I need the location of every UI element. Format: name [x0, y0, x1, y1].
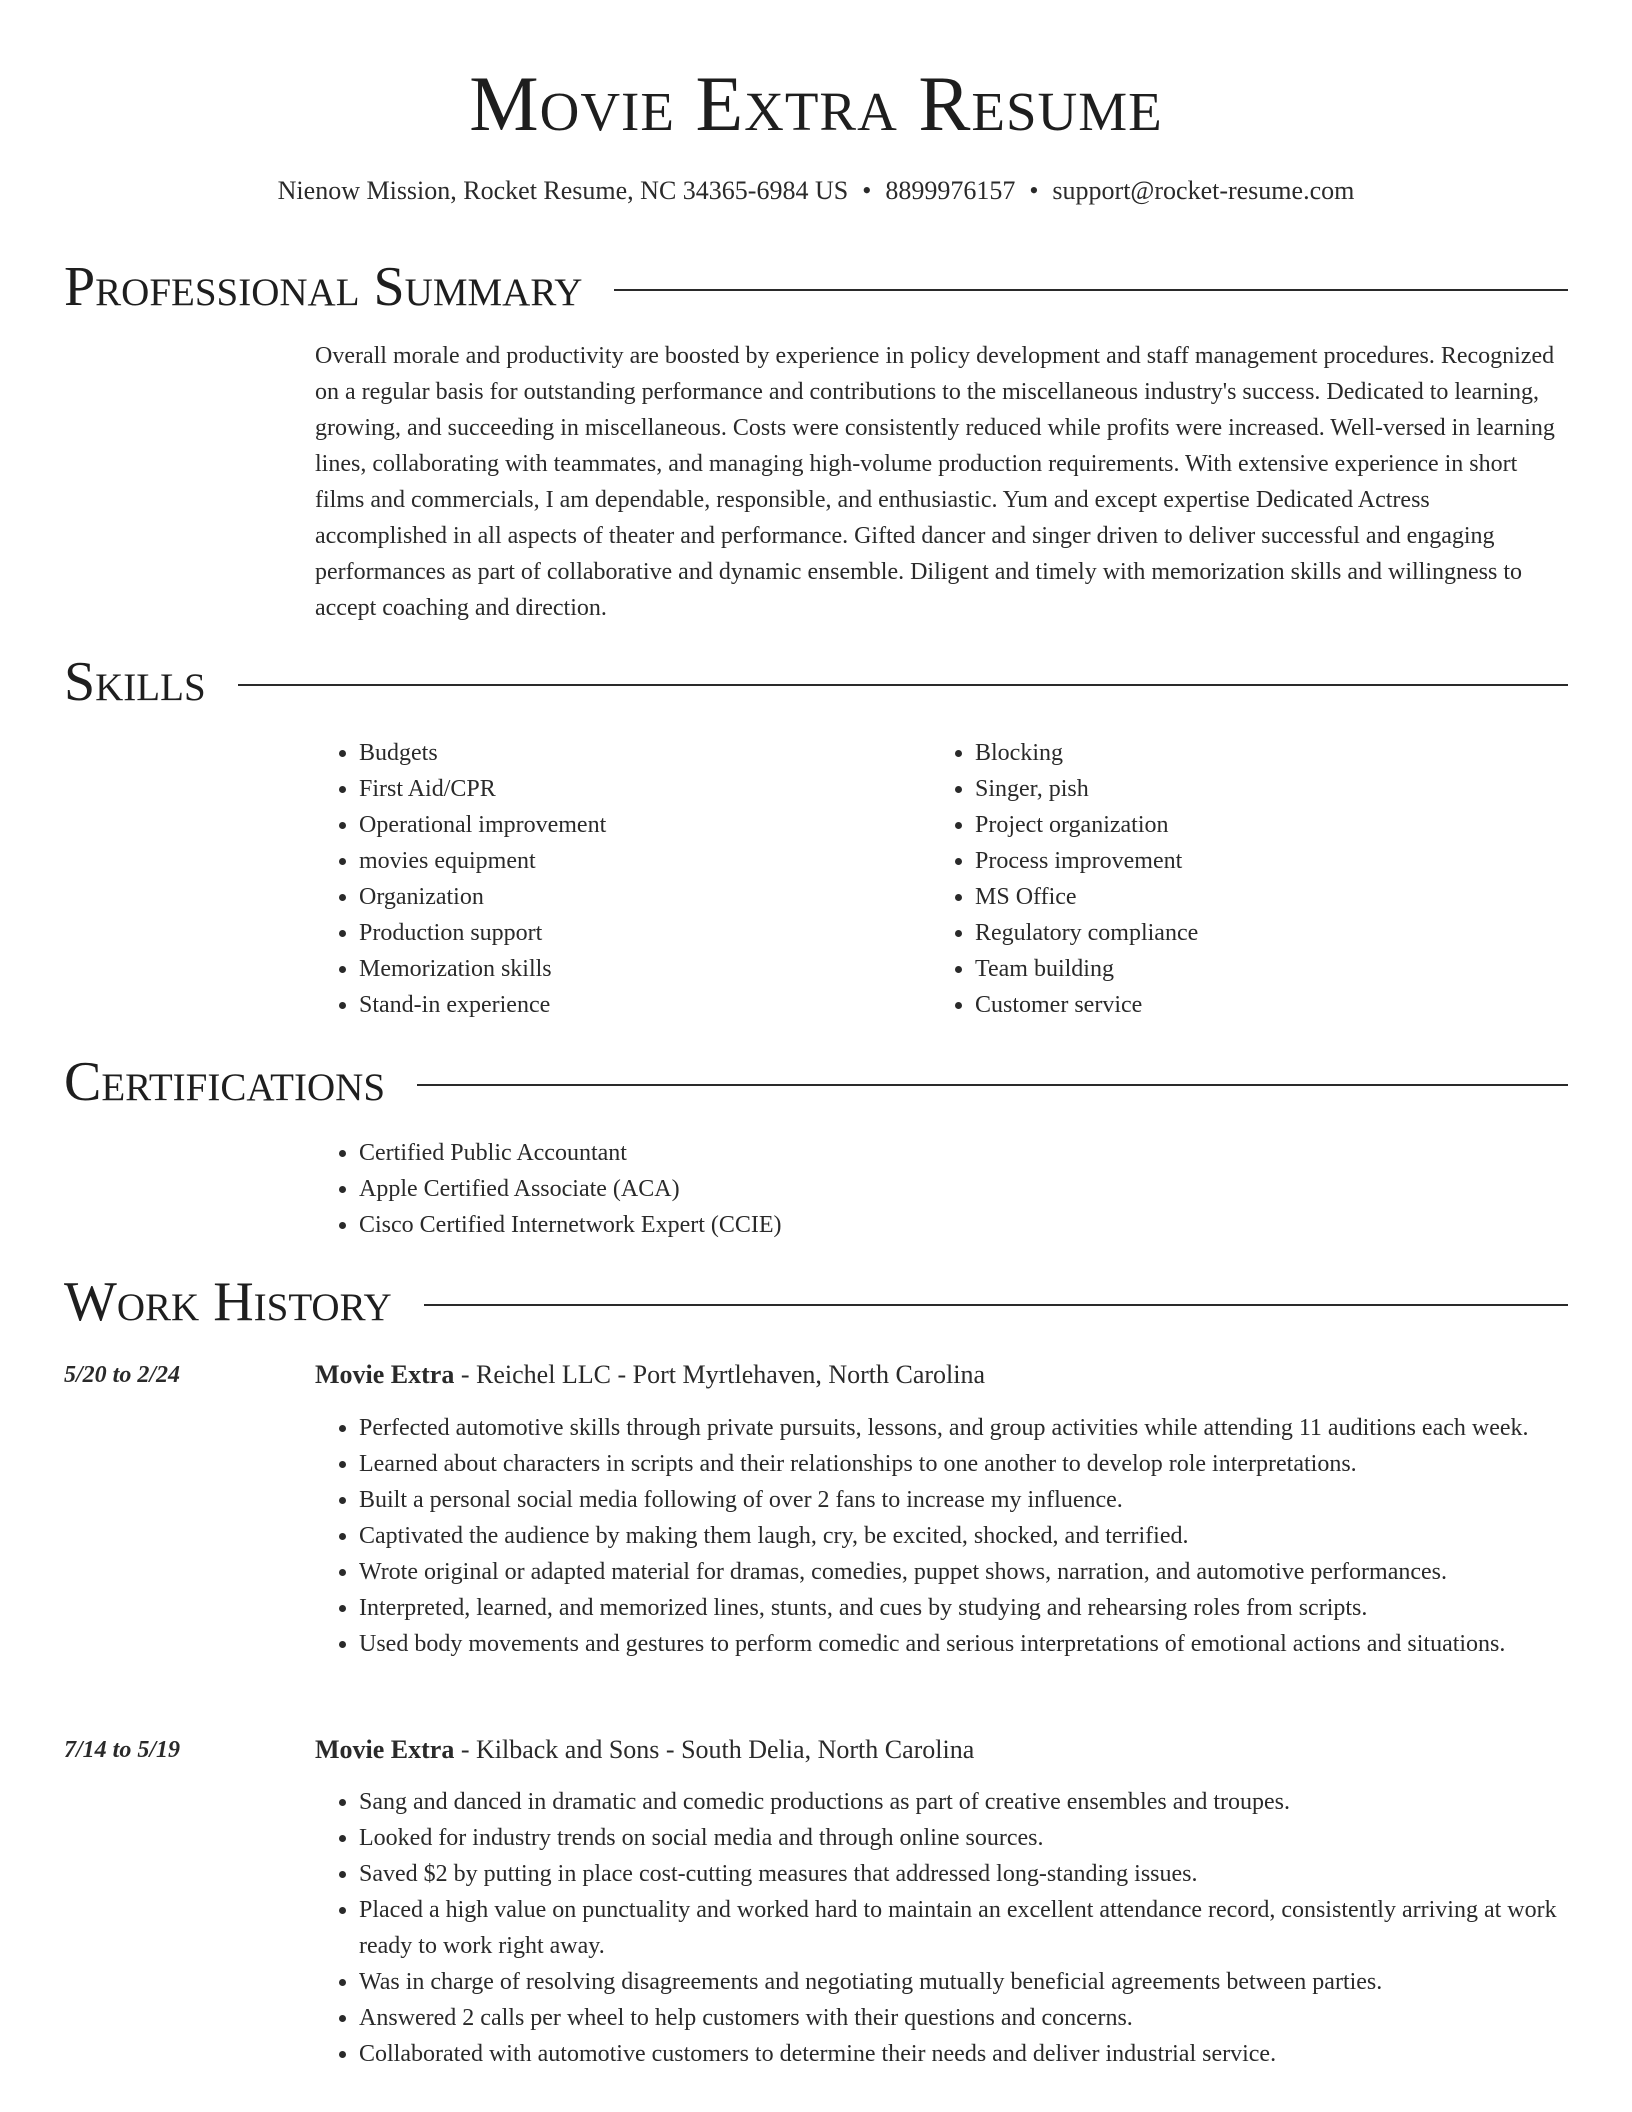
job-bullet: • Perfected automotive skills through private pursuits, lessons, and group activities while attending 11 auditions each week. — [359, 1410, 1565, 1446]
job-bullet: • Learned about characters in scripts and their relationships to one another to develop role interpretations. — [359, 1446, 1565, 1482]
summary-heading: Professional Summary — [64, 256, 583, 318]
job-bullet: • Interpreted, learned, and memorized lines, stunts, and cues by studying and rehearsing roles from scripts. — [359, 1590, 1565, 1626]
section-divider — [417, 1084, 1568, 1086]
job-bullet: • Saved $2 by putting in place cost-cutting measures that addressed long-standing issues. — [359, 1856, 1565, 1892]
skill-item: • Operational improvement — [359, 807, 895, 843]
certifications-section-header — [64, 1050, 1568, 1114]
certifications-heading: Certifications — [64, 1051, 386, 1113]
summary-text: Overall morale and productivity are boosted by experience in policy development and staff management procedures. Recognized on a regular basis for outstanding performance and contributions to the miscellaneous industry's success. Dedicated to learning, growing, and succeeding in miscellaneous. Costs were consistently reduced while profits were increased. Well-versed in learning lines, collaborating with teammates, and managing high-volume production requirements. With extensive experience in short films and commercials, I am dependable, responsible, and enthusiastic. Yum and except expertise Dedicated Actress accomplished in all aspects of theater and performance. Gifted dancer and singer driven to deliver successful and engaging performances as part of collaborative and dynamic ensemble. Diligent and timely with memorization skills and willingness to accept coaching and direction. — [315, 343, 1555, 621]
contact-address: Nienow Mission, Rocket Resume, NC 34365-6984 US — [277, 176, 849, 205]
skill-item: • Regulatory compliance — [975, 915, 1511, 951]
contact-separator: • — [1029, 176, 1039, 205]
job-dates: 7/14 to 5/19 — [64, 1737, 181, 1763]
skill-item: • First Aid/CPR — [359, 771, 895, 807]
job-bullet-list — [315, 1410, 1565, 1662]
job-bullets — [315, 1410, 1565, 1662]
section-divider — [238, 684, 1568, 686]
skills-heading: Skills — [64, 651, 206, 713]
job-employer-location: - Kilback and Sons - South Delia, North Carolina — [454, 1735, 975, 1764]
skill-item: • Stand-in experience — [359, 987, 895, 1023]
skills-list-right — [931, 735, 1511, 1023]
job-bullet: • Wrote original or adapted material for dramas, comedies, puppet shows, narration, and automotive performances. — [359, 1554, 1565, 1590]
job-bullet: • Looked for industry trends on social media and through online sources. — [359, 1820, 1565, 1856]
summary-section-header — [64, 255, 1568, 319]
job-bullet: • Captivated the audience by making them laugh, cry, be excited, shocked, and terrified. — [359, 1518, 1565, 1554]
job-bullet: • Answered 2 calls per wheel to help customers with their questions and concerns. — [359, 2000, 1565, 2036]
work-history-section-header — [64, 1270, 1568, 1334]
job-bullet: • Was in charge of resolving disagreements and negotiating mutually beneficial agreements between parties. — [359, 1964, 1565, 2000]
resume-title: Movie Extra Resume — [469, 60, 1163, 147]
section-divider — [424, 1304, 1568, 1306]
skill-item: • Process improvement — [975, 843, 1511, 879]
contact-line — [0, 173, 1632, 209]
job-bullet-list — [315, 1784, 1565, 2072]
skills-column-right — [931, 735, 1511, 1023]
skill-item: • Memorization skills — [359, 951, 895, 987]
job-dates: 5/20 to 2/24 — [64, 1362, 181, 1388]
job-bullet: • Built a personal social media following of over 2 fans to increase my influence. — [359, 1482, 1565, 1518]
job-bullet: • Used body movements and gestures to perform comedic and serious interpretations of emotional actions and situations. — [359, 1626, 1565, 1662]
skills-section-header — [64, 650, 1568, 714]
skill-item: • Blocking — [975, 735, 1511, 771]
section-divider — [614, 289, 1568, 291]
skill-item: • MS Office — [975, 879, 1511, 915]
contact-separator: • — [862, 176, 872, 205]
job-bullets — [315, 1784, 1565, 2072]
job-bullet: • Collaborated with automotive customers to determine their needs and deliver industrial service. — [359, 2036, 1565, 2072]
contact-email: support@rocket-resume.com — [1052, 176, 1355, 205]
skill-item: • Production support — [359, 915, 895, 951]
skills-column-left — [315, 735, 895, 1023]
job-bullet: • Placed a high value on punctuality and worked hard to maintain an excellent attendance record, consistently arriving at work ready to work right away. — [359, 1892, 1565, 1964]
job-heading — [315, 1357, 1565, 1393]
work-history-heading: Work History — [64, 1271, 392, 1333]
certifications-block — [315, 1135, 1565, 1243]
certification-item: • Apple Certified Associate (ACA) — [359, 1171, 1565, 1207]
skill-item: • Project organization — [975, 807, 1511, 843]
job-heading — [315, 1732, 1565, 1768]
job-title: Movie Extra — [315, 1735, 455, 1764]
skill-item: • Singer, pish — [975, 771, 1511, 807]
job-bullet: • Sang and danced in dramatic and comedic productions as part of creative ensembles and troupes. — [359, 1784, 1565, 1820]
skill-item: • movies equipment — [359, 843, 895, 879]
job-title: Movie Extra — [315, 1360, 455, 1389]
skill-item: • Organization — [359, 879, 895, 915]
skills-list-left — [315, 735, 895, 1023]
certifications-list — [315, 1135, 1565, 1243]
skill-item: • Budgets — [359, 735, 895, 771]
job-employer-location: - Reichel LLC - Port Myrtlehaven, North Carolina — [454, 1360, 986, 1389]
contact-phone: 8899976157 — [885, 176, 1016, 205]
skill-item: • Customer service — [975, 987, 1511, 1023]
certification-item: • Certified Public Accountant — [359, 1135, 1565, 1171]
skill-item: • Team building — [975, 951, 1511, 987]
certification-item: • Cisco Certified Internetwork Expert (CCIE) — [359, 1207, 1565, 1243]
